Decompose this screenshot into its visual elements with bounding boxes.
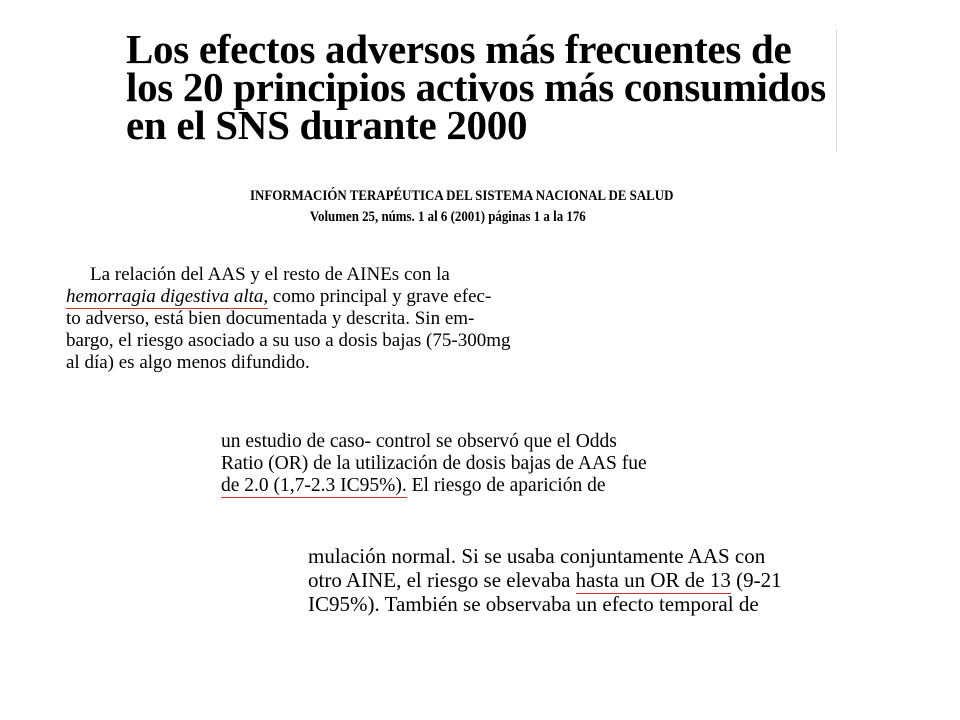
- title-line-1: Los efectos adversos más frecuentes de: [126, 26, 792, 72]
- excerpt-3-line-2-pre: otro AINE, el riesgo se elevaba: [308, 568, 576, 592]
- excerpt-3: [308, 544, 782, 616]
- highlight-or-13: hasta un OR de 13: [575, 568, 731, 592]
- source-publication: INFORMACIÓN TERAPÉUTICA DEL SISTEMA NACIONAL DE SALUD: [250, 188, 674, 204]
- excerpt-1-line-1: La relación del AAS y el resto de AINEs con la: [90, 264, 450, 285]
- excerpt-2-line-3: [221, 475, 647, 497]
- excerpt-2-line-3-rest: El riesgo de aparición de: [406, 475, 606, 496]
- excerpt-3-line-1: mulación normal. Si se usaba conjuntamente AAS con: [308, 544, 766, 568]
- excerpt-1-line-2: [66, 286, 510, 308]
- source-citation: [250, 186, 674, 228]
- excerpt-1-line-3: to adverso, está bien documentada y descrita. Sin em-: [66, 308, 475, 329]
- excerpt-1: [66, 264, 510, 374]
- excerpt-1-line-2-rest: como principal y grave efec-: [268, 286, 492, 307]
- title-line-3: en el SNS durante 2000: [126, 102, 528, 148]
- excerpt-3-line-2: [308, 568, 782, 592]
- excerpt-1-line-4: bargo, el riesgo asociado a su uso a dosis bajas (75-300mg: [66, 330, 511, 351]
- excerpt-2-line-2: Ratio (OR) de la utilización de dosis bajas de AAS fue: [221, 453, 647, 474]
- excerpt-3-line-2-rest: (9-21: [730, 568, 782, 592]
- excerpt-3-line-3: IC95%). También se observaba un efecto temporal de: [308, 592, 759, 616]
- title-line-2: los 20 principios activos más consumidos: [126, 64, 826, 110]
- excerpt-2: [221, 431, 647, 497]
- excerpt-1-line-5: al día) es algo menos difundido.: [66, 352, 310, 373]
- page-title: [126, 26, 837, 152]
- source-volume: Volumen 25, núms. 1 al 6 (2001) páginas 1 a la 176: [309, 209, 586, 225]
- highlight-hemorragia: hemorragia digestiva alta,: [66, 286, 269, 307]
- highlight-or-2: de 2.0 (1,7-2.3 IC95%).: [221, 475, 407, 496]
- excerpt-2-line-1: un estudio de caso- control se observó que el Odds: [221, 431, 617, 452]
